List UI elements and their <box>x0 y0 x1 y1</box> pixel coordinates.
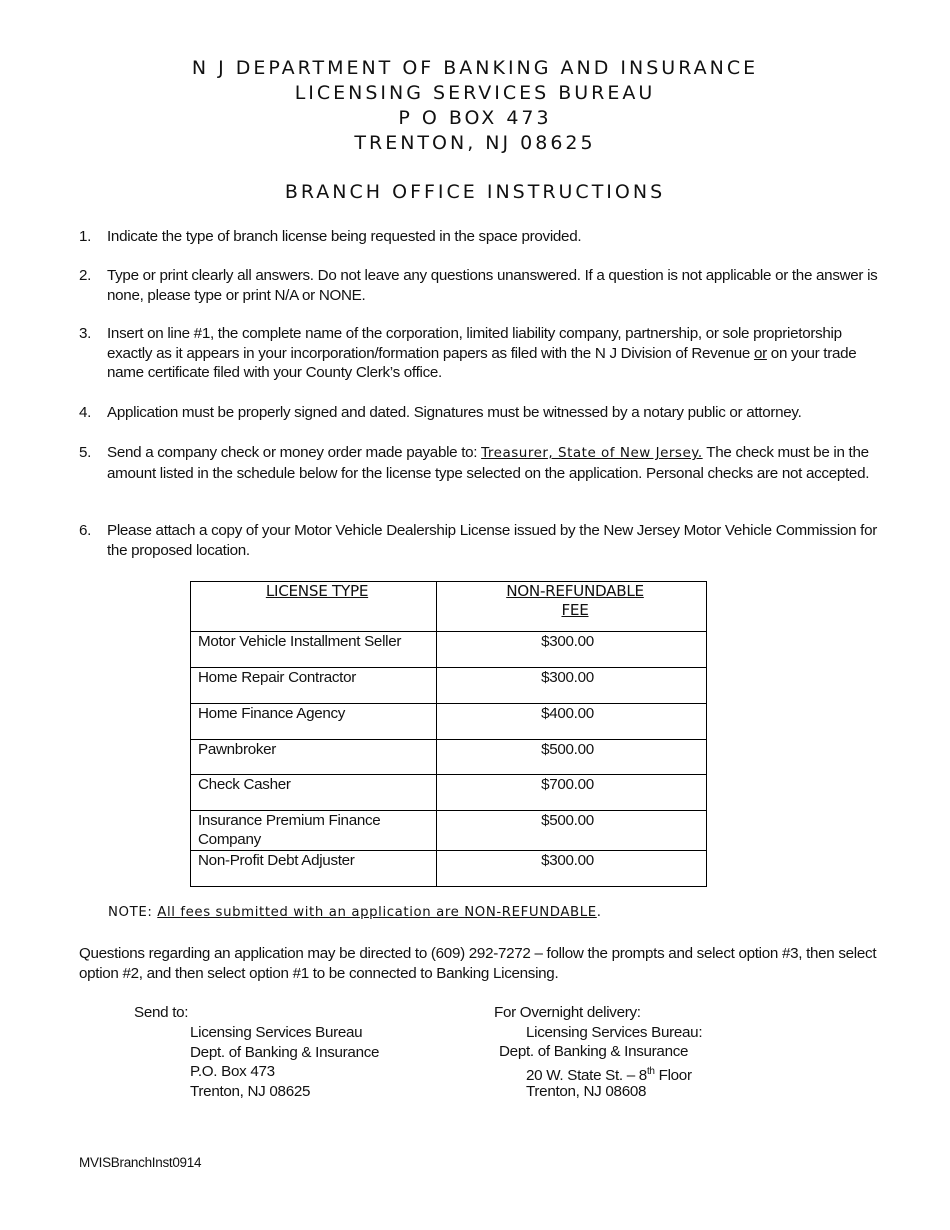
license-type-cell: Motor Vehicle Installment Seller <box>191 632 437 668</box>
or-emphasis: or <box>753 344 767 362</box>
license-type-cell: Pawnbroker <box>191 740 437 775</box>
license-type-cell: Non-Profit Debt Adjuster <box>191 851 437 887</box>
column-header-license-type: LICENSE TYPE <box>191 582 437 632</box>
instruction-text-part: The check must be in the amount listed in the schedule below for the license type selected on the application. Personal checks are not accepted. <box>107 444 870 482</box>
overnight-label: For Overnight delivery: <box>494 1004 641 1021</box>
license-type-cell: Home Repair Contractor <box>191 668 437 704</box>
header-line-bureau: LICENSING SERVICES BUREAU <box>294 82 656 104</box>
street-address: 20 W. State St. – 8 <box>526 1067 647 1085</box>
note-label: NOTE: <box>108 905 153 920</box>
fee-table-header-row <box>191 582 707 632</box>
license-type-cell: Check Casher <box>191 775 437 811</box>
instruction-text: Type or print clearly all answers. Do not leave any questions unanswered. If a question is not applicable or the answer is none, please type or print N/A or NONE. <box>107 267 878 304</box>
table-row <box>191 668 707 704</box>
fee-cell: $300.00 <box>437 668 707 704</box>
instruction-number: 4. <box>79 404 92 421</box>
agency-header <box>0 56 950 156</box>
table-row <box>191 811 707 851</box>
header-line-pobox: P O BOX 473 <box>398 107 552 129</box>
address-line: Dept. of Banking & Insurance <box>190 1043 380 1061</box>
fee-cell: $500.00 <box>437 811 707 851</box>
note-period: . <box>596 905 602 920</box>
address-line: Licensing Services Bureau <box>190 1024 363 1041</box>
fee-cell: $700.00 <box>437 775 707 811</box>
instruction-number: 2. <box>79 267 92 284</box>
instruction-text: Application must be properly signed and dated. Signatures must be witnessed by a notary public or attorney. <box>107 404 802 421</box>
address-line: P.O. Box 473 <box>190 1063 275 1080</box>
column-header-fee <box>437 582 707 632</box>
instruction-number: 6. <box>79 522 92 539</box>
note-text: All fees submitted with an application are NON-REFUNDABLE <box>157 905 597 920</box>
send-to-label: Send to: <box>134 1004 189 1021</box>
mailing-address <box>190 1023 379 1101</box>
ordinal-suffix: th <box>646 1066 655 1077</box>
fee-cell: $400.00 <box>437 704 707 740</box>
header-line-city: TRENTON, NJ 08625 <box>354 132 596 154</box>
table-row <box>191 740 707 775</box>
questions-paragraph: Questions regarding an application may be directed to (609) 292-7272 – follow the prompts and select option #3, then select option #2, and then select option #1 to be connected to Banking Licensing. <box>79 945 877 982</box>
overnight-address-line: Trenton, NJ 08608 <box>526 1083 647 1100</box>
table-row <box>191 775 707 811</box>
instruction-text-part: on your trade name certificate filed with your County Clerk’s office. <box>107 344 857 381</box>
floor-text: Floor <box>654 1067 692 1085</box>
form-code: MVISBranchInst0914 <box>79 1155 202 1170</box>
payee-name: Treasurer, State of New Jersey. <box>481 445 703 461</box>
overnight-address-line: Dept. of Banking & Insurance <box>499 1043 689 1060</box>
instruction-text-part: Insert on line #1, the complete name of the corporation, limited liability company, partnership, or sole proprietorship exactly as it appears in your incorporation/formation papers as filed with the N J Division of Revenue <box>107 325 842 362</box>
instruction-number: 5. <box>79 444 92 461</box>
overnight-address-line: Licensing Services Bureau: <box>526 1024 703 1041</box>
instruction-text <box>107 443 882 483</box>
header-line-department: N J DEPARTMENT OF BANKING AND INSURANCE <box>191 57 759 79</box>
instruction-text: Indicate the type of branch license being requested in the space provided. <box>107 228 582 245</box>
license-type-cell: Insurance Premium Finance Company <box>191 811 437 851</box>
fee-cell: $300.00 <box>437 851 707 887</box>
column-header-fee-line2: FEE <box>561 601 589 619</box>
table-row <box>191 632 707 668</box>
instruction-number: 1. <box>79 228 92 245</box>
instruction-number: 3. <box>79 325 92 342</box>
address-line: Trenton, NJ 08625 <box>190 1082 311 1100</box>
page-title: BRANCH OFFICE INSTRUCTIONS <box>284 181 666 203</box>
table-row <box>191 851 707 887</box>
fee-cell: $300.00 <box>437 632 707 668</box>
instruction-text: Please attach a copy of your Motor Vehicle Dealership License issued by the New Jersey Motor Vehicle Commission for the proposed location. <box>107 522 877 559</box>
table-row <box>191 704 707 740</box>
column-header-fee-line1: NON-REFUNDABLE <box>506 582 644 600</box>
fee-table <box>190 581 707 887</box>
non-refundable-note <box>108 905 602 920</box>
instruction-text <box>107 324 882 383</box>
instruction-text-part: Send a company check or money order made payable to: <box>107 444 482 461</box>
license-type-cell: Home Finance Agency <box>191 704 437 740</box>
fee-cell: $500.00 <box>437 740 707 775</box>
